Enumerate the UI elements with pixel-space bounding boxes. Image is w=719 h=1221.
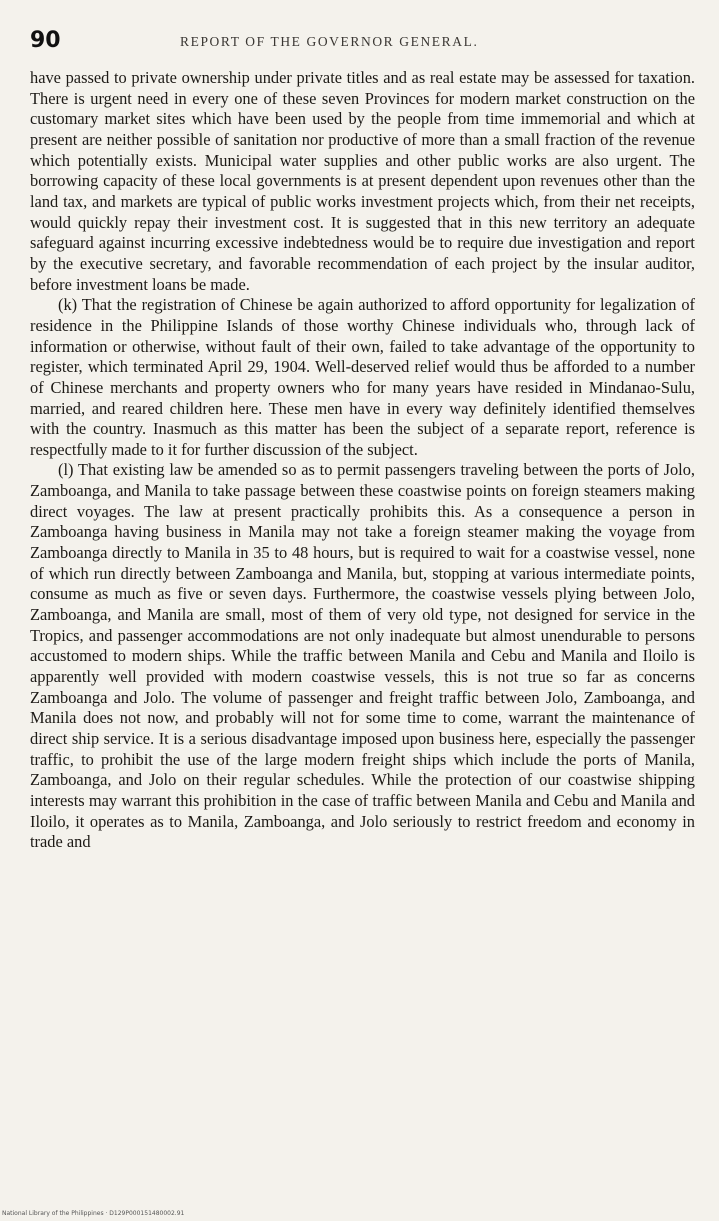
body-text — [30, 68, 695, 853]
paragraph-l: (l) That existing law be amended so as to permit passengers traveling between the ports of Jolo, Zamboanga, and Manila to take passage between these coastwise points on foreign steamers making direct voyages. The law at present practically prohibits this. As a consequence a person in Zamboanga having business in Manila may not take a foreign steamer making the voyage from Zamboanga directly to Manila in 35 to 48 hours, but is required to wait for a coastwise vessel, none of which run directly between Zamboanga and Manila, but, stopping at various intermediate points, consume as much as five or seven days. Furthermore, the coastwise vessels plying between Jolo, Zamboanga, and Manila are small, most of them of very old type, not designed for service in the Tropics, and passenger accommodations are not only inadequate but almost unendurable to persons accustomed to modern ships. While the traffic between Manila and Cebu and Manila and Iloilo is apparently well provided with modern coastwise vessels, this is not true so far as concerns Zamboanga and Jolo. The volume of passenger and freight traffic between Jolo, Zamboanga, and Manila does not now, and probably will not for some time to come, warrant the maintenance of direct ship service. It is a serious disadvantage imposed upon business here, especially the passenger traffic, to prohibit the use of the large modern freight ships which include the ports of Manila, Zamboanga, and Jolo on their regular schedules. While the protection of our coastwise shipping interests may warrant this prohibition in the case of traffic between Manila and Cebu and Manila and Iloilo, it operates as to Manila, Zamboanga, and Jolo seriously to restrict freedom and economy in trade and — [30, 460, 695, 852]
page-header — [30, 26, 693, 56]
paragraph-k: (k) That the registration of Chinese be again authorized to afford opportunity for legalization of residence in the Philippine Islands of those worthy Chinese individuals who, through lack of information or otherwise, without fault of their own, failed to take advantage of the opportunity to register, which terminated April 29, 1904. Well-deserved relief would thus be afforded to a number of Chinese merchants and property owners who for many years have resided in Mindanao-Sulu, married, and reared children here. These men have in every way definitely identified themselves with the country. Inasmuch as this matter has been the subject of a separate report, reference is respectfully made to it for further discussion of the subject. — [30, 295, 695, 459]
paragraph-continuation: have passed to private ownership under private titles and as real estate may be assessed for taxation. There is urgent need in every one of these seven Provinces for modern market construction on the customary market sites which have been used by the people from time immemorial and which at present are neither possible of sanitation nor productive of more than a small fraction of the revenue which potentially exists. Municipal water supplies and other public works are also urgent. The borrowing capacity of these local governments is at present dependent upon revenues other than the land tax, and markets are typical of public works investment projects which, from their net receipts, would quickly repay their investment cost. It is suggested that in this new territory an adequate safeguard against incurring excessive indebtedness would be to require due investigation and report by the executive secretary, and favorable recommendation of each project by the insular auditor, before investment loans be made. — [30, 68, 695, 294]
page-number: 90 — [30, 28, 61, 53]
running-head: REPORT OF THE GOVERNOR GENERAL. — [180, 34, 479, 49]
scan-credit: National Library of the Philippines · D129P000151480002.91 — [2, 1210, 185, 1217]
